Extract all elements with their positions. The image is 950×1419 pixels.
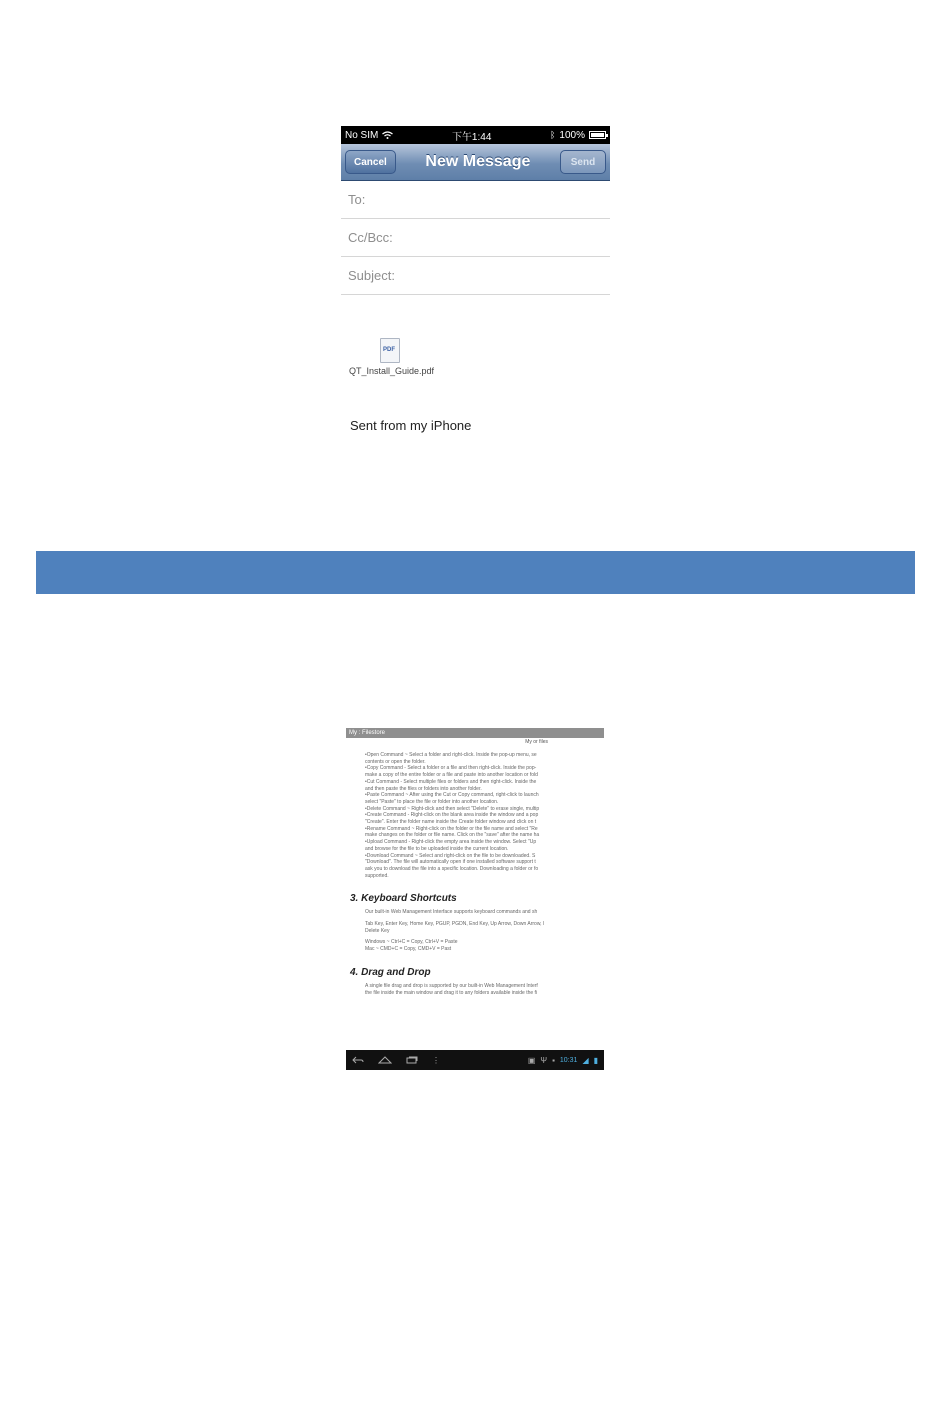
attachment-filename: QT_Install_Guide.pdf — [349, 366, 435, 376]
ios-status-bar — [341, 126, 610, 144]
commands-list — [365, 752, 604, 879]
doc-line: contents or open the folder. — [365, 758, 426, 765]
pdf-attachment[interactable] — [341, 338, 461, 376]
pdf-icon-label: PDF — [383, 347, 395, 353]
system-clock: 10:31 — [559, 1056, 578, 1064]
wifi-icon — [382, 131, 393, 139]
battery-icon: ▮ — [593, 1055, 598, 1065]
cc-bcc-label: Cc/Bcc: — [348, 230, 393, 245]
keyboard-keys — [365, 921, 604, 934]
doc-line: ask you to download the file into a specific location. Downloading a folder or fo — [365, 865, 539, 872]
wifi-signal-icon: ◢ — [582, 1055, 589, 1065]
doc-line: Mac ~ CMD+C = Copy, CMD+V = Past — [365, 946, 452, 953]
back-icon[interactable] — [352, 1056, 364, 1064]
section-banner — [36, 551, 915, 594]
mail-nav-bar — [341, 144, 610, 181]
doc-line: A single file drag and drop is supported by our built-in Web Management Interf — [365, 982, 538, 989]
subject-label: Subject: — [348, 268, 395, 283]
pdf-file-icon — [380, 338, 400, 363]
doc-line: •Paste Command ~ After using the Cut or Copy command, right-click to launch — [365, 792, 539, 799]
subject-field[interactable] — [341, 257, 610, 295]
doc-line: the file inside the main window and drag it to any folders available inside the fi — [365, 989, 538, 996]
email-signature[interactable]: Sent from my iPhone — [350, 418, 472, 433]
doc-line: •Cut Command - Select multiple files or folders and then right-click. Inside the — [365, 778, 537, 785]
home-icon[interactable] — [378, 1056, 392, 1064]
status-time: 下午1:44 — [451, 131, 492, 143]
battery-percent: 100% — [559, 129, 585, 141]
doc-line: make a copy of the entire folder or a file and paste into another location or fold — [365, 772, 538, 779]
doc-line: Our built-in Web Management Interface supports keyboard commands and sh — [365, 909, 538, 916]
doc-line: •Rename Command ~ Right-click on the folder or the file name and select "Re — [365, 825, 538, 832]
doc-line: •Create Command - Right-click on the blank area inside the window and a pop — [365, 812, 539, 819]
screenshot-icon: ▣ — [527, 1055, 536, 1065]
doc-line: and browse for the file to be uploaded inside the current location. — [365, 845, 509, 852]
document-body — [346, 746, 604, 996]
doc-line: •Open Command ~ Select a folder and right-click. Inside the pop-up menu, se — [365, 752, 537, 758]
doc-line: and then paste the files or folders into another folder. — [365, 785, 482, 792]
battery-icon — [589, 131, 606, 139]
cancel-button[interactable]: Cancel — [345, 150, 396, 174]
doc-line: make changes on the folder or file name. Click on the "save" after the name ha — [365, 832, 540, 839]
doc-line: Delete Key — [365, 927, 390, 934]
android-nav-bar — [346, 1050, 604, 1070]
notification-icon: ▪ — [552, 1055, 555, 1065]
page-title: New Message — [425, 153, 531, 170]
android-document-screenshot — [346, 728, 604, 1070]
iphone-mail-screenshot — [341, 126, 610, 444]
menu-dot-icon[interactable]: ⋮ — [432, 1055, 440, 1065]
doc-line: Tab Key, Enter Key, Home Key, PGUP, PGDN, End Key, Up Arrow, Down Arrow, l — [365, 921, 545, 928]
doc-line: •Copy Command - Select a folder or a file and then right-click. Inside the pop- — [365, 765, 537, 772]
keyboard-shortcuts-heading: 3. Keyboard Shortcuts — [350, 893, 457, 905]
doc-line: select "Paste" to place the file or folder into another location. — [365, 798, 499, 805]
doc-line: •Download Command ~ Select and right-click on the file to be downloaded. S — [365, 852, 536, 859]
doc-line: supported. — [365, 872, 389, 879]
doc-line: "Create". Enter the folder name inside the Create folder window and click on t — [365, 819, 537, 826]
drag-and-drop-heading: 4. Drag and Drop — [350, 966, 431, 978]
recents-icon[interactable] — [406, 1056, 418, 1064]
document-subheader: My or files — [525, 739, 548, 745]
doc-line: •Delete Command ~ Right-click and then select "Delete" to erase single, multip — [365, 805, 540, 812]
doc-line: "Download". The file will automatically open if one installed software support t — [365, 859, 536, 866]
keyboard-intro — [365, 909, 604, 916]
doc-line: Windows ~ Ctrl+C = Copy, Ctrl+V = Paste — [365, 939, 458, 946]
send-button[interactable]: Send — [560, 150, 606, 174]
document-header: My : Filestore — [346, 728, 604, 738]
keyboard-combos — [365, 939, 604, 952]
usb-icon: Ψ — [540, 1055, 548, 1065]
doc-line: •Upload Command - Right-click the empty area inside the window. Select "Up — [365, 839, 537, 846]
cc-bcc-field[interactable] — [341, 219, 610, 257]
to-field[interactable] — [341, 181, 610, 219]
carrier-label: No SIM — [345, 129, 379, 141]
to-label: To: — [348, 192, 366, 207]
drag-drop-text — [365, 983, 604, 996]
bluetooth-icon: ᛒ — [550, 130, 556, 140]
